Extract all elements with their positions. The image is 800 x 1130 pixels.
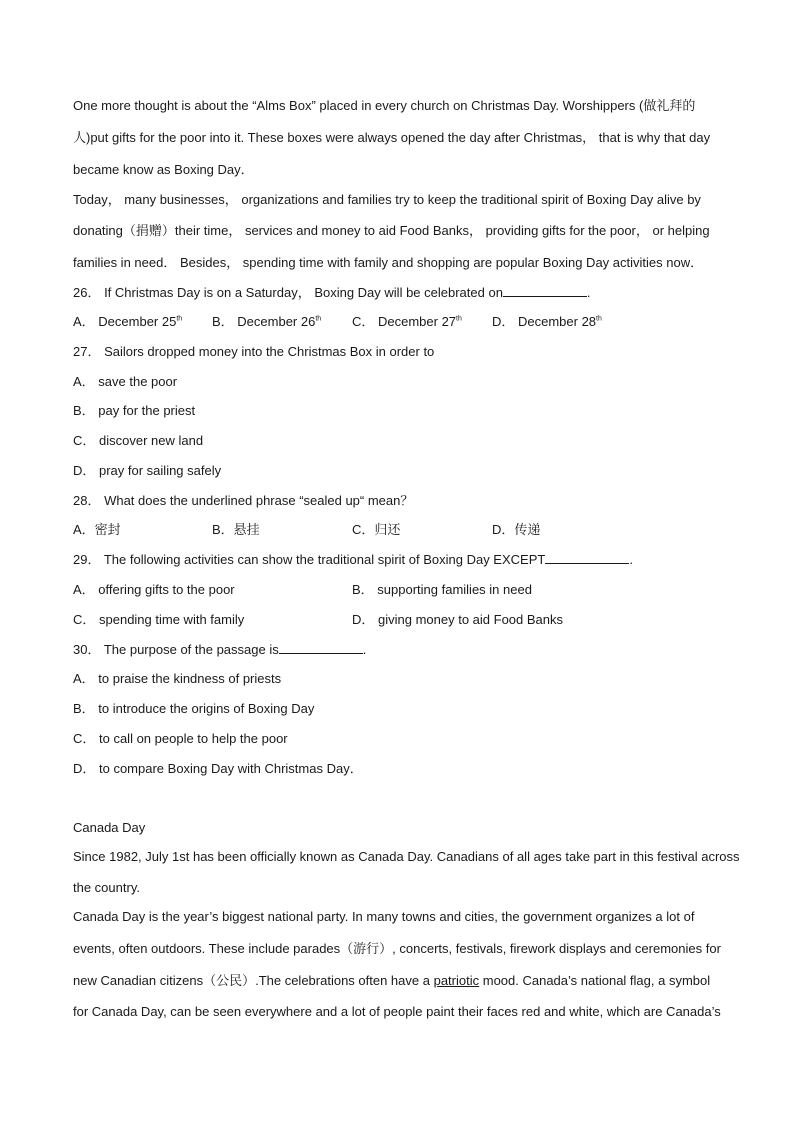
q29-option-a: A． offering gifts to the poor xyxy=(73,582,235,597)
alms-line-3: became know as Boxing Day． xyxy=(73,162,254,177)
question-29 xyxy=(73,551,633,569)
question-26-end: . xyxy=(586,285,591,300)
question-30-stem: 30． The purpose of the passage is xyxy=(73,642,279,657)
passage-title: Canada Day xyxy=(73,820,146,835)
q30-option-c: C． to call on people to help the poor xyxy=(73,731,288,746)
answer-blank xyxy=(545,551,629,564)
q30-option-b: B． to introduce the origins of Boxing Day xyxy=(73,701,315,716)
question-30 xyxy=(73,641,366,659)
canada-para2-line-2: events, often outdoors. These include parades（游行）, concerts, festivals, firework displays and ceremonies for xyxy=(73,941,721,956)
question-26-stem: 26． If Christmas Day is on a Saturday， Boxing Day will be celebrated on xyxy=(73,285,503,300)
q26-option-d: D． December 28th xyxy=(492,314,602,329)
canada-para2-line-4: for Canada Day, can be seen everywhere and a lot of people paint their faces red and white, which are Canada’s xyxy=(73,1004,721,1019)
q28-option-c: C．归还 xyxy=(352,522,401,537)
q27-option-d: D． pray for sailing safely xyxy=(73,463,222,478)
question-27-stem: 27． Sailors dropped money into the Christmas Box in order to xyxy=(73,344,435,359)
question-30-end: . xyxy=(362,642,367,657)
q26-option-b: B． December 26th xyxy=(212,314,322,329)
alms-line-1: One more thought is about the “Alms Box” placed in every church on Christmas Day. Worshippers (做礼拜的 xyxy=(73,98,696,113)
underlined-word: patriotic xyxy=(433,973,480,988)
canada-para1-line-1: Since 1982, July 1st has been officially known as Canada Day. Canadians of all ages take part in this festival across xyxy=(73,849,740,864)
q30-option-d: D． to compare Boxing Day with Christmas Day． xyxy=(73,761,363,776)
q27-option-c: C． discover new land xyxy=(73,433,204,448)
q26-option-a: A． December 25th xyxy=(73,314,183,329)
q27-option-a: A． save the poor xyxy=(73,374,178,389)
today-line-1: Today， many businesses， organizations and families try to keep the traditional spirit of Boxing Day alive by xyxy=(73,192,701,207)
q28-option-a: A．密封 xyxy=(73,522,121,537)
canada-para1-line-2: the country. xyxy=(73,880,140,895)
answer-blank xyxy=(279,641,363,654)
q29-option-b: B． supporting families in need xyxy=(352,582,532,597)
today-line-3: families in need． Besides， spending time with family and shopping are popular Boxing Day activities now． xyxy=(73,255,704,270)
question-29-end: . xyxy=(629,552,633,567)
q27-option-b: B． pay for the priest xyxy=(73,403,196,418)
q30-option-a: A． to praise the kindness of priests xyxy=(73,671,282,686)
q28-option-b: B．悬挂 xyxy=(212,522,260,537)
q29-option-c: C． spending time with family xyxy=(73,612,245,627)
question-28-stem: 28． What does the underlined phrase “sealed up“ mean？ xyxy=(73,493,414,508)
q26-option-c: C． December 27th xyxy=(352,314,462,329)
today-line-2: donating（捐赠）their time， services and money to aid Food Banks， providing gifts for the poor， or helping xyxy=(73,223,710,238)
answer-blank xyxy=(503,284,587,297)
canada-para2-line-3: new Canadian citizens（公民）.The celebrations often have a patriotic mood. Canada’s national flag, a symbol xyxy=(73,973,711,988)
question-29-stem: 29． The following activities can show the traditional spirit of Boxing Day EXCEPT xyxy=(73,552,546,567)
q28-option-d: D．传递 xyxy=(492,522,541,537)
canada-para2-line-1: Canada Day is the year’s biggest national party. In many towns and cities, the government organizes a lot of xyxy=(73,909,695,924)
question-26 xyxy=(73,284,591,302)
alms-line-2: 人)put gifts for the poor into it. These boxes were always opened the day after Christmas， that is why that day xyxy=(73,130,711,145)
q29-option-d: D． giving money to aid Food Banks xyxy=(352,612,563,627)
